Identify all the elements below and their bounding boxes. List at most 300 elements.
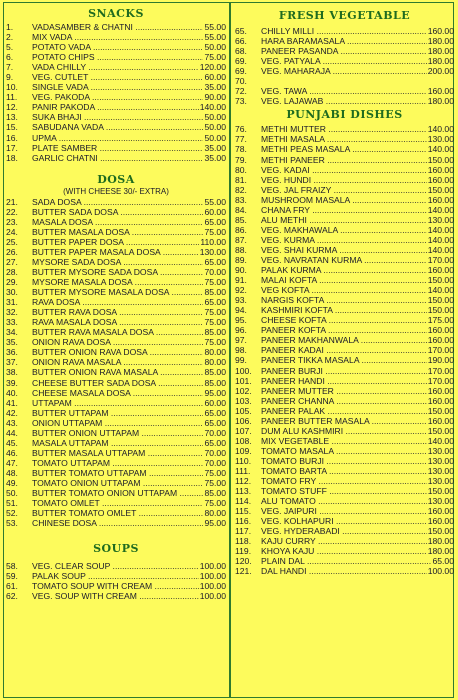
item-price: 55.00 [204, 22, 226, 32]
item-name: PANEER PASANDA ..... [261, 46, 427, 56]
menu-item-row [6, 112, 226, 122]
item-name: PALAK SOUP ..... [32, 571, 199, 581]
item-name: METHI MASALA ..... [261, 134, 427, 144]
menu-item-row [235, 536, 454, 546]
menu-item-row [6, 92, 226, 102]
item-price: 65.00 [204, 407, 226, 418]
item-name: PANEER BUTTER MASALA ..... [261, 416, 427, 426]
item-number: 51. [6, 498, 18, 509]
section-title-soups: SOUPS [93, 542, 139, 556]
item-number: 96. [235, 325, 247, 336]
item-number: 22. [6, 206, 18, 217]
item-number: 97. [235, 335, 247, 346]
item-name: PALAK KURMA ..... [261, 265, 427, 275]
item-number: 93. [235, 295, 247, 306]
item-number: 15. [6, 122, 18, 133]
item-name: VEG. PAKODA ..... [32, 92, 203, 102]
menu-item-row [235, 255, 454, 265]
menu-item-row [6, 197, 226, 207]
menu-item-row [6, 448, 226, 458]
menu-item-row [6, 571, 226, 581]
item-price: 150.00 [427, 405, 454, 416]
menu-item-row [235, 56, 454, 66]
menu-item-row [235, 476, 454, 486]
menu-item-row [6, 133, 226, 143]
item-price: 80.00 [204, 347, 226, 358]
menu-item-row [6, 102, 226, 112]
menu-item-row [6, 217, 226, 227]
item-name: DAL HANDI ..... [261, 566, 427, 576]
menu-item-row [6, 72, 226, 82]
item-price: 150.00 [427, 486, 454, 497]
item-price: 150.00 [427, 154, 454, 165]
item-name: PANEER KOFTA ..... [261, 325, 427, 335]
item-number: 31. [6, 297, 18, 308]
item-price: 140.00 [427, 435, 454, 446]
item-name: KASHMIRI KOFTA ..... [261, 305, 427, 315]
item-name: SUKA BHAJI ..... [32, 112, 203, 122]
item-number: 33. [6, 317, 18, 328]
snacks-section [6, 6, 226, 163]
item-number: 5. [6, 42, 14, 53]
item-number: 69. [235, 56, 247, 67]
menu-item-row [6, 307, 226, 317]
item-price: 100.00 [199, 591, 226, 602]
item-price: 55.00 [204, 196, 226, 207]
item-name: PANEER TIKKA MASALA ..... [261, 355, 427, 365]
item-number: 59. [6, 571, 18, 582]
item-number: 72. [235, 86, 247, 97]
item-name: CHANA FRY ..... [261, 205, 427, 215]
item-number: 82. [235, 184, 247, 195]
menu-item-row [235, 436, 454, 446]
item-name: ONION UTTAPAM ..... [32, 418, 203, 428]
menu-item-row [6, 327, 226, 337]
item-number: 53. [6, 518, 18, 529]
menu-item-row [6, 267, 226, 277]
dosa-subtitle: (WITH CHEESE 30/- EXTRA) [63, 186, 169, 196]
item-number: 76. [235, 124, 247, 135]
menu-item-row [6, 207, 226, 217]
item-price: 75.00 [204, 307, 226, 318]
item-price: 80.00 [204, 508, 226, 519]
menu-item-row [235, 335, 454, 345]
item-price: 130.00 [427, 214, 454, 225]
menu-item-row [6, 367, 226, 377]
item-name: BUTTER PAPER MASALA DOSA ..... [32, 247, 199, 257]
menu-item-row [235, 456, 454, 466]
dosa-list [6, 197, 226, 529]
item-number: 98. [235, 345, 247, 356]
item-price: 95.00 [204, 518, 226, 529]
item-number: 34. [6, 327, 18, 338]
item-price: 80.00 [204, 357, 226, 368]
menu-item-row [235, 245, 454, 255]
menu-item-row [235, 86, 454, 96]
item-price: 170.00 [427, 254, 454, 265]
menu-item-row [235, 406, 454, 416]
menu-item-row [235, 546, 454, 556]
item-name: BUTTER UTTAPAM ..... [32, 408, 203, 418]
item-name: DUM ALU KASHMIRI ..... [261, 426, 427, 436]
menu-item-row [235, 556, 454, 566]
item-price: 180.00 [427, 56, 454, 67]
item-price: 60.00 [204, 72, 226, 83]
item-number: 112. [235, 476, 252, 487]
item-price: 100.00 [199, 571, 226, 582]
item-number: 50. [6, 488, 18, 499]
item-name: VADASAMBER & CHATNI ..... [32, 22, 203, 32]
item-name: CHINESE DOSA ..... [32, 518, 203, 528]
item-price: 75.00 [204, 277, 226, 288]
item-number: 41. [6, 397, 18, 408]
menu-item-row [235, 175, 454, 185]
item-number: 68. [235, 46, 247, 57]
item-price: 70.00 [204, 427, 226, 438]
item-price: 140.00 [199, 102, 226, 113]
item-name: SABUDANA VADA ..... [32, 122, 203, 132]
item-price: 50.00 [204, 112, 226, 123]
item-number: 100. [235, 365, 252, 376]
item-name: CHEESE BUTTER SADA DOSA ..... [32, 378, 203, 388]
item-name: SINGLE VADA ..... [32, 82, 203, 92]
item-number: 109. [235, 445, 252, 456]
item-name: MIX VEGETABLE ..... [261, 436, 427, 446]
item-number: 115. [235, 506, 252, 517]
item-name: MIX VADA ..... [32, 32, 203, 42]
item-number: 30. [6, 287, 18, 298]
item-price: 160.00 [427, 506, 454, 517]
item-name: VEG. TAWA ..... [261, 86, 427, 96]
menu-item-row [235, 66, 454, 76]
item-number: 120. [235, 556, 252, 567]
item-number: 23. [6, 216, 18, 227]
item-price: 70.00 [204, 266, 226, 277]
item-name: ONION RAVA MASALA ..... [32, 357, 203, 367]
item-name: TOMATO SOUP WITH CREAM ..... [32, 581, 199, 591]
item-number: 27. [6, 256, 18, 267]
item-price: 130.00 [427, 465, 454, 476]
item-number: 70. [235, 76, 247, 87]
item-number: 106. [235, 415, 252, 426]
item-name: VEG. NAVRATAN KURMA ..... [261, 255, 427, 265]
item-price: 50.00 [204, 42, 226, 53]
item-price: 150.00 [427, 295, 454, 306]
menu-item-row [6, 518, 226, 528]
item-name: MASALA UTTAPAM ..... [32, 438, 203, 448]
item-name: VEG. SOUP WITH CREAM ..... [32, 591, 199, 601]
item-price: 180.00 [427, 46, 454, 57]
item-name: VEG. CLEAR SOUP ..... [32, 561, 199, 571]
menu-item-row [235, 185, 454, 195]
item-price: 35.00 [204, 142, 226, 153]
punjabi-section [235, 106, 454, 576]
item-price: 150.00 [427, 305, 454, 316]
item-number: 10. [6, 82, 18, 93]
item-name: POTATO VADA ..... [32, 42, 203, 52]
item-price: 75.00 [204, 317, 226, 328]
menu-item-row [6, 337, 226, 347]
menu-item-row [6, 287, 226, 297]
item-price: 75.00 [204, 52, 226, 63]
item-name: KHOYA KAJU ..... [261, 546, 427, 556]
item-number: 87. [235, 234, 247, 245]
menu-item-row [6, 62, 226, 72]
item-price: 85.00 [204, 377, 226, 388]
menu-item-row [6, 122, 226, 132]
item-number: 80. [235, 164, 247, 175]
item-price: 120.00 [199, 62, 226, 73]
item-name: BUTTER TOMATO ONION UTTAPAM ..... [32, 488, 203, 498]
menu-item-row [235, 295, 454, 305]
item-name: VEG. LAJAWAB ..... [261, 96, 427, 106]
item-price: 130.00 [427, 445, 454, 456]
item-number: 32. [6, 307, 18, 318]
menu-item-row [235, 46, 454, 56]
item-number: 38. [6, 367, 18, 378]
item-name: SADA DOSA ..... [32, 197, 203, 207]
item-number: 18. [6, 152, 18, 163]
item-price: 60.00 [204, 397, 226, 408]
item-name: PANEER MAKHANWALA ..... [261, 335, 427, 345]
item-number: 47. [6, 457, 18, 468]
item-name: BUTTER TOMATO OMLET ..... [32, 508, 203, 518]
item-name: BUTTER ONION RAVA MASALA ..... [32, 367, 203, 377]
item-number: 12. [6, 102, 18, 113]
item-name: METHI PANEER ..... [261, 155, 427, 165]
item-price: 130.00 [427, 496, 454, 507]
menu-item-row [235, 124, 454, 134]
item-price: 150.00 [427, 184, 454, 195]
item-number: 44. [6, 427, 18, 438]
item-price: 140.00 [427, 224, 454, 235]
menu-item-row [6, 277, 226, 287]
item-number: 108. [235, 435, 252, 446]
menu-item-row [235, 446, 454, 456]
menu-item-row [6, 468, 226, 478]
menu-item-row [6, 488, 226, 498]
menu-item-row [6, 498, 226, 508]
item-name: RAVA DOSA ..... [32, 297, 203, 307]
item-name: BUTTER MASALA UTTAPAM ..... [32, 448, 203, 458]
menu-item-row [6, 508, 226, 518]
item-price: 130.00 [199, 246, 226, 257]
item-price: 35.00 [204, 82, 226, 93]
item-price: 160.00 [427, 335, 454, 346]
menu-item-row [6, 398, 226, 408]
item-name: TOMATO BARTA ..... [261, 466, 427, 476]
item-name: BUTTER PAPER DOSA ..... [32, 237, 199, 247]
item-name: NARGIS KOFTA ..... [261, 295, 427, 305]
item-name: TOMATO FRY ..... [261, 476, 427, 486]
menu-item-row [235, 76, 454, 86]
item-number: 118. [235, 536, 252, 547]
menu-item-row [235, 225, 454, 235]
item-price: 140.00 [427, 244, 454, 255]
soups-list [6, 561, 226, 601]
item-price: 85.00 [204, 287, 226, 298]
item-price: 160.00 [427, 385, 454, 396]
item-price: 160.00 [427, 174, 454, 185]
item-number: 102. [235, 385, 252, 396]
item-price: 55.00 [204, 32, 226, 43]
menu-item-row [235, 496, 454, 506]
menu-item-row [235, 305, 454, 315]
item-price: 190.00 [427, 355, 454, 366]
item-number: 43. [6, 417, 18, 428]
item-number: 105. [235, 405, 252, 416]
item-price: 170.00 [427, 375, 454, 386]
item-price: 180.00 [427, 546, 454, 557]
menu-item-row [235, 315, 454, 325]
item-number: 73. [235, 96, 247, 107]
item-name: ONION RAVA DOSA ..... [32, 337, 203, 347]
menu-item-row [6, 378, 226, 388]
item-price: 50.00 [204, 132, 226, 143]
menu-item-row [235, 265, 454, 275]
menu-item-row [235, 155, 454, 165]
item-name: BUTTER SADA DOSA ..... [32, 207, 203, 217]
item-price: 160.00 [427, 265, 454, 276]
menu-item-row [235, 144, 454, 154]
item-price: 170.00 [427, 365, 454, 376]
item-price: 180.00 [427, 96, 454, 107]
item-name: BUTTER MYSORE MASALA DOSA ..... [32, 287, 203, 297]
item-price: 65.00 [204, 437, 226, 448]
menu-item-row [6, 52, 226, 62]
section-title-fresh-vegetable: FRESH VEGETABLE [278, 9, 411, 22]
menu-item-row [235, 376, 454, 386]
item-number: 85. [235, 214, 247, 225]
item-number: 29. [6, 277, 18, 288]
item-number: 83. [235, 194, 247, 205]
menu-item-row [6, 478, 226, 488]
item-price: 160.00 [427, 325, 454, 336]
item-name: VEG. MAKHAWALA ..... [261, 225, 427, 235]
item-name: VEG. KURMA ..... [261, 235, 427, 245]
item-name: BUTTER MASALA DOSA ..... [32, 227, 203, 237]
item-name: PANEER BURJI ..... [261, 366, 427, 376]
item-number: 103. [235, 395, 252, 406]
item-number: 90. [235, 265, 247, 276]
item-name: VEG. MAHARAJA ..... [261, 66, 427, 76]
item-price: 160.00 [427, 415, 454, 426]
item-number: 49. [6, 477, 18, 488]
item-price: 65.00 [204, 256, 226, 267]
menu-item-row [235, 26, 454, 36]
item-name: HARA BARAMASALA ..... [261, 36, 427, 46]
item-price: 160.00 [427, 26, 454, 36]
item-number: 99. [235, 355, 247, 366]
item-name: METHI MUTTER ..... [261, 124, 427, 134]
soups-section [6, 541, 226, 601]
item-price: 60.00 [204, 206, 226, 217]
item-price: 70.00 [204, 457, 226, 468]
menu-item-row [6, 347, 226, 357]
item-price: 75.00 [204, 498, 226, 509]
item-name: CHEESE KOFTA ..... [261, 315, 427, 325]
item-price: 65.00 [204, 297, 226, 308]
item-number: 6. [6, 52, 14, 63]
section-title-dosa: DOSA [97, 172, 135, 186]
item-name: BUTTER MYSORE SADA DOSA ..... [32, 267, 203, 277]
item-number: 11. [6, 92, 18, 103]
item-price: 35.00 [204, 152, 226, 163]
punjabi-list [235, 124, 454, 576]
menu-item-row [6, 317, 226, 327]
item-name: PANEER HANDI ..... [261, 376, 427, 386]
item-number: 61. [6, 581, 18, 592]
menu-item-row [235, 416, 454, 426]
item-price: 50.00 [204, 122, 226, 133]
item-name: METHI PEAS MASALA ..... [261, 144, 427, 154]
item-price: 75.00 [204, 467, 226, 478]
menu-item-row [235, 516, 454, 526]
menu-item-row [6, 297, 226, 307]
item-name: BUTTER RAVA MASALA DOSA ..... [32, 327, 203, 337]
item-name: UPMA ..... [32, 133, 203, 143]
item-number: 114. [235, 496, 252, 507]
menu-item-row [6, 388, 226, 398]
item-name: BUTTER TOMATO UTTAPAM ..... [32, 468, 203, 478]
item-price: 75.00 [204, 226, 226, 237]
item-price: 85.00 [204, 327, 226, 338]
item-price: 130.00 [427, 134, 454, 145]
item-number: 116. [235, 516, 252, 527]
menu-item-row [235, 134, 454, 144]
menu-item-row [235, 325, 454, 335]
item-number: 28. [6, 266, 18, 277]
menu-item-row [235, 345, 454, 355]
menu-item-row [6, 561, 226, 571]
item-name: BUTTER ONION RAVA DOSA ..... [32, 347, 203, 357]
item-price: 85.00 [204, 488, 226, 499]
item-name: VEG. PATYALA ..... [261, 56, 427, 66]
item-number: 13. [6, 112, 18, 123]
menu-item-row [235, 566, 454, 576]
item-name: ALU METHI ..... [261, 215, 427, 225]
item-name: MALAI KOFTA ..... [261, 275, 427, 285]
item-number: 69. [235, 66, 247, 77]
item-number: 86. [235, 224, 247, 235]
item-price: 175.00 [427, 315, 454, 326]
menu-item-row [6, 458, 226, 468]
menu-item-row [235, 506, 454, 516]
menu-item-row [235, 285, 454, 295]
item-price: 100.00 [199, 581, 226, 592]
item-name: VEG. KOLHAPURI ..... [261, 516, 427, 526]
menu-item-row [235, 426, 454, 436]
item-number: 39. [6, 377, 18, 388]
item-number: 9. [6, 72, 14, 83]
item-number: 46. [6, 447, 18, 458]
menu-item-row [235, 215, 454, 225]
item-number: 92. [235, 285, 247, 296]
item-name: PANEER PALAK ..... [261, 406, 427, 416]
item-number: 36. [6, 347, 18, 358]
item-number: 79. [235, 154, 247, 165]
item-number: 2. [6, 32, 14, 43]
item-number: 89. [235, 254, 247, 265]
menu-item-row [235, 466, 454, 476]
menu-item-row [6, 257, 226, 267]
item-number: 119. [235, 546, 252, 557]
item-name: MASALA DOSA ..... [32, 217, 203, 227]
item-price: 130.00 [427, 455, 454, 466]
item-price: 130.00 [427, 476, 454, 487]
menu-item-row [235, 526, 454, 536]
item-name: ALU TOMATO ..... [261, 496, 427, 506]
